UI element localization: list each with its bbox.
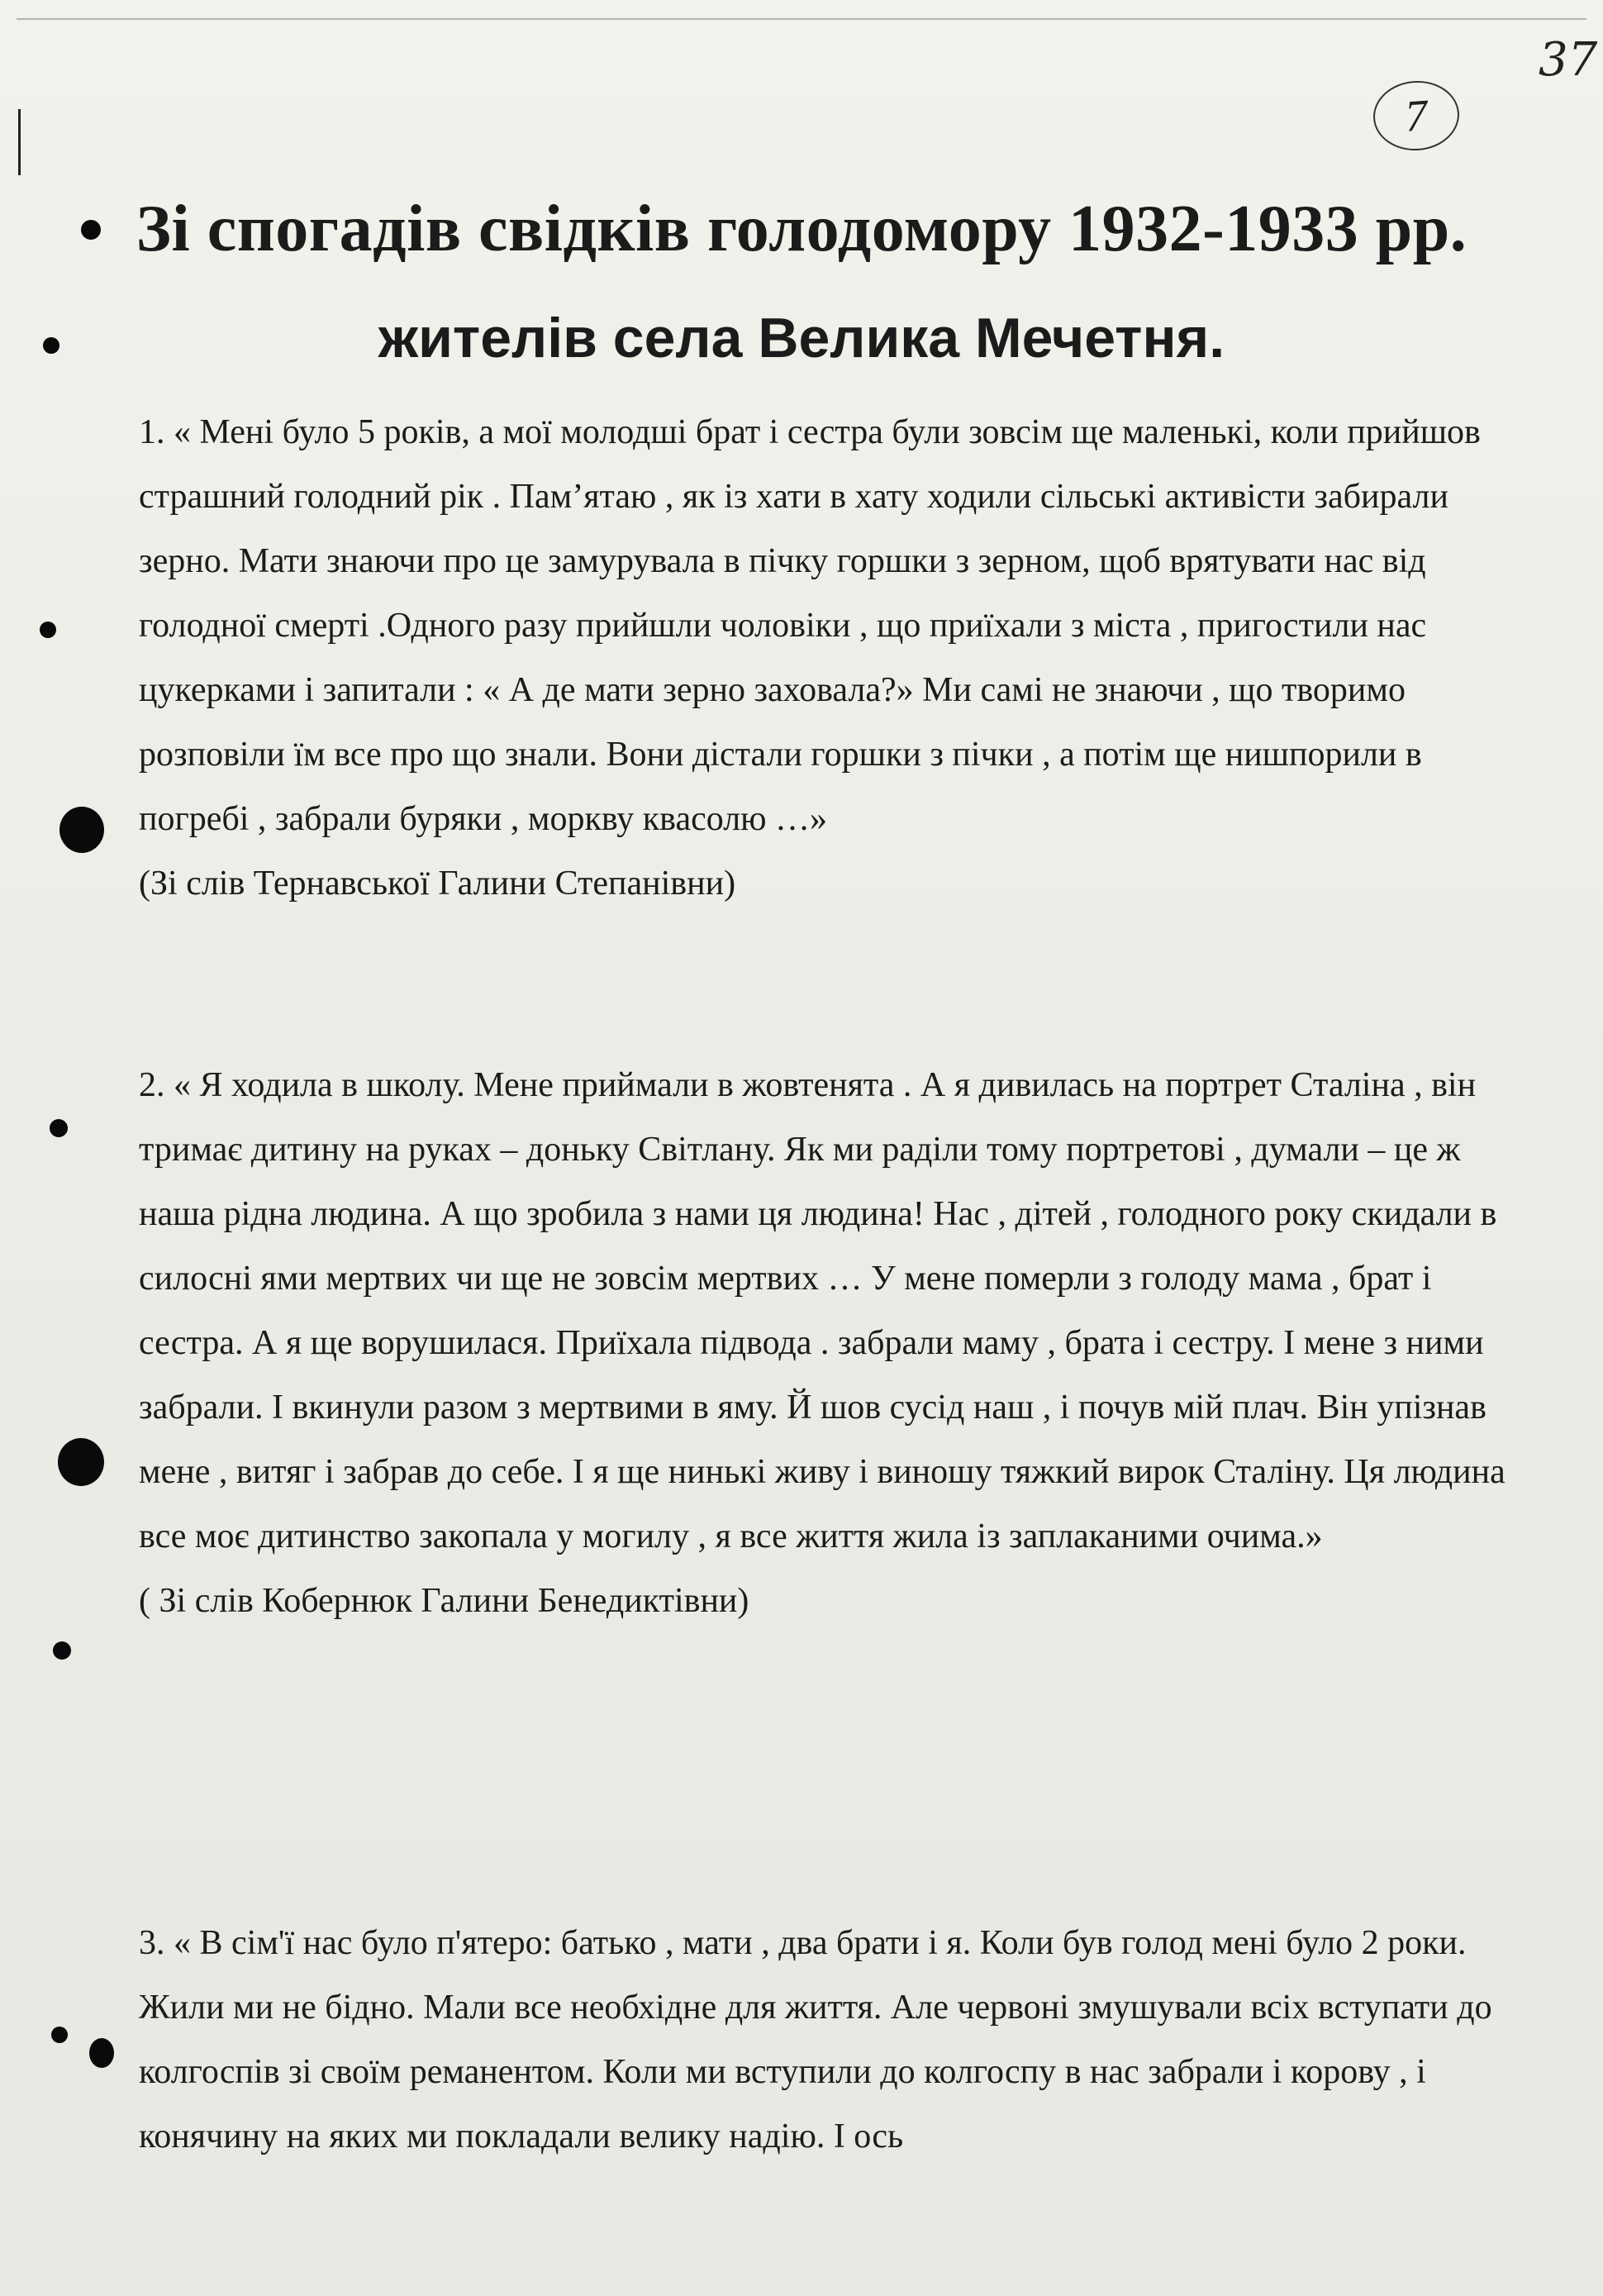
document-subtitle: жителів села Велика Мечетня. [378,307,1225,369]
testimony-text: 1. « Мені було 5 років, а мої молодші брат і сестра були зовсім ще маленькі, коли прийшов страшний голодний рік . Пам’ятаю , як із хати в хату ходили сільські активісти забирали зерно. Мати знаючи про це замурувала в пічку горшки з зерном, щоб врятувати нас від голодної смерті .Одного разу прийшли чоловіки , що приїхали з міста , пригостили нас цукерками і запитали : « А де мати зерно заховала?» Ми самі не знаючи , що творимо розповіли їм все про що знали. Вони дістали горшки з пічки , а потім ще нишпорили в погребі , забрали буряки , моркву квасолю …» [139,413,1481,838]
binder-hole [40,622,56,638]
circled-number: 7 [1371,78,1462,153]
testimony-text: 3. « В сім'ї нас було п'ятеро: батько , мати , два брати і я. Коли був голод мені було 2 роки. Жили ми не бідно. Мали все необхідне для життя. Але червоні змушували всіх вступати до колгоспів зі своїм реманентом. Коли ми вступили до колгоспу в нас забрали і корову , і конячину на яких ми покладали велику надію. І ось [139,1924,1492,2155]
binder-hole [50,1119,68,1137]
binder-hole [51,2027,68,2043]
testimony-1 [139,400,1510,916]
document-title: Зі спогадів свідків голодомору 1932-1933 рр. [136,193,1467,265]
testimony-text: 2. « Я ходила в школу. Мене приймали в жовтенята . А я дивилась на портрет Сталіна , він тримає дитину на руках – доньку Світлану. Як ми раділи тому портретові , думали – це ж наша рідна людина. А що зробила з нами ця людина! Нас , дітей , голодного року скидали в силосні ями мертвих чи ще не зовсім мертвих … У мене померли з голоду мама , брат і сестра. А я ще ворушилася. Приїхала підвода . забрали маму , брата і сестру. І мене з ними забрали. І вкинули разом з мертвими в яму. Й шов сусід наш , і почув мій плач. Він упізнав мене , витяг і забрав до себе. І я ще нинькі живу і виношу тяжкий вирок Сталіну. Ця людина все моє дитинство закопала у могилу , я все життя жила із заплаканими очима.» [139,1066,1505,1555]
testimony-2 [139,1053,1510,1633]
margin-mark [18,109,21,175]
testimony-attribution: ( Зі слів Кобернюк Галини Бенедиктівни) [139,1582,749,1620]
binder-hole [59,807,104,853]
binder-hole [89,2038,114,2068]
binder-hole [53,1641,71,1660]
testimony-attribution: (Зі слів Тернавської Галини Степанівни) [139,865,736,903]
binder-hole [43,337,59,354]
page-number: 37 [1539,33,1598,87]
page-top-edge [17,18,1586,20]
binder-hole [58,1438,104,1486]
testimony-3 [139,1911,1510,2169]
